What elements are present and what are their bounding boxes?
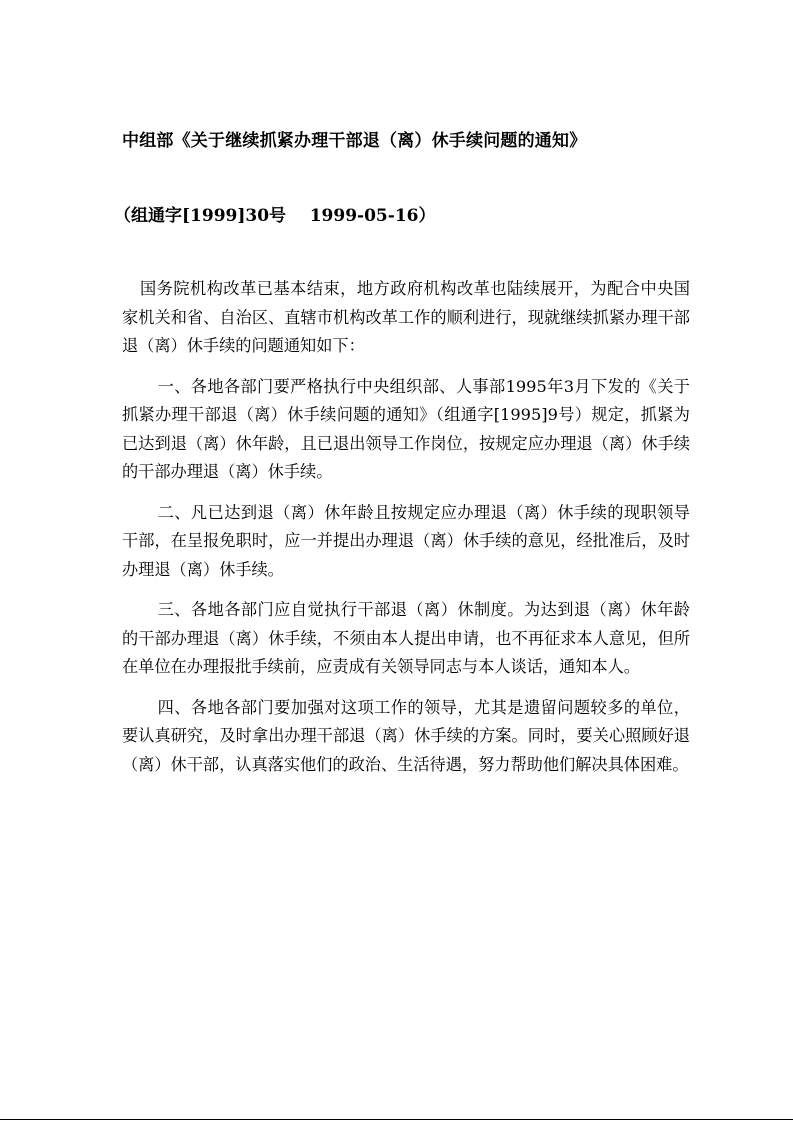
document-number-line: （组通字[1999]30号 1999-05-16） — [114, 206, 436, 226]
page-bottom-rule — [0, 1119, 793, 1120]
paragraph-intro: 国务院机构改革已基本结束，地方政府机构改革也陆续展开，为配合中央国家机关和省、自治区、直辖市机构改革工作的顺利进行，现就继续抓紧办理干部退（离）休手续的问题通知如下： — [122, 279, 690, 355]
paragraph-item-2: 二、凡已达到退（离）休年龄且按规定应办理退（离）休手续的现职领导干部，在呈报免职时，应一并提出办理退（离）休手续的意见，经批准后，及时办理退（离）休手续。 — [122, 502, 690, 579]
document-body — [122, 275, 690, 791]
paragraph-item-4: 四、各地各部门要加强对这项工作的领导，尤其是遗留问题较多的单位，要认真研究，及时拿出办理干部退（离）休手续的方案。同时，要关心照顾好退（离）休干部，认真落实他们的政治、生活待遇，努力帮助他们解决具体困难。 — [122, 697, 690, 774]
paragraph-item-1: 一、各地各部门要严格执行中央组织部、人事部1995年3月下发的《关于抓紧办理干部退（离）休手续问题的通知》（组通字[1995]9号）规定，抓紧为已达到退（离）休年龄，且已退出领导工作岗位，按规定应办理退（离）休手续的干部办理退（离）休手续。 — [122, 376, 690, 481]
document-title: 中组部《关于继续抓紧办理干部退（离）休手续问题的通知》 — [122, 131, 587, 151]
paragraph-item-3: 三、各地各部门应自觉执行干部退（离）休制度。为达到退（离）休年龄的干部办理退（离）休手续，不须由本人提出申请，也不再征求本人意见，但所在单位在办理报批手续前，应责成有关领导同志与本人谈话，通知本人。 — [122, 600, 690, 676]
